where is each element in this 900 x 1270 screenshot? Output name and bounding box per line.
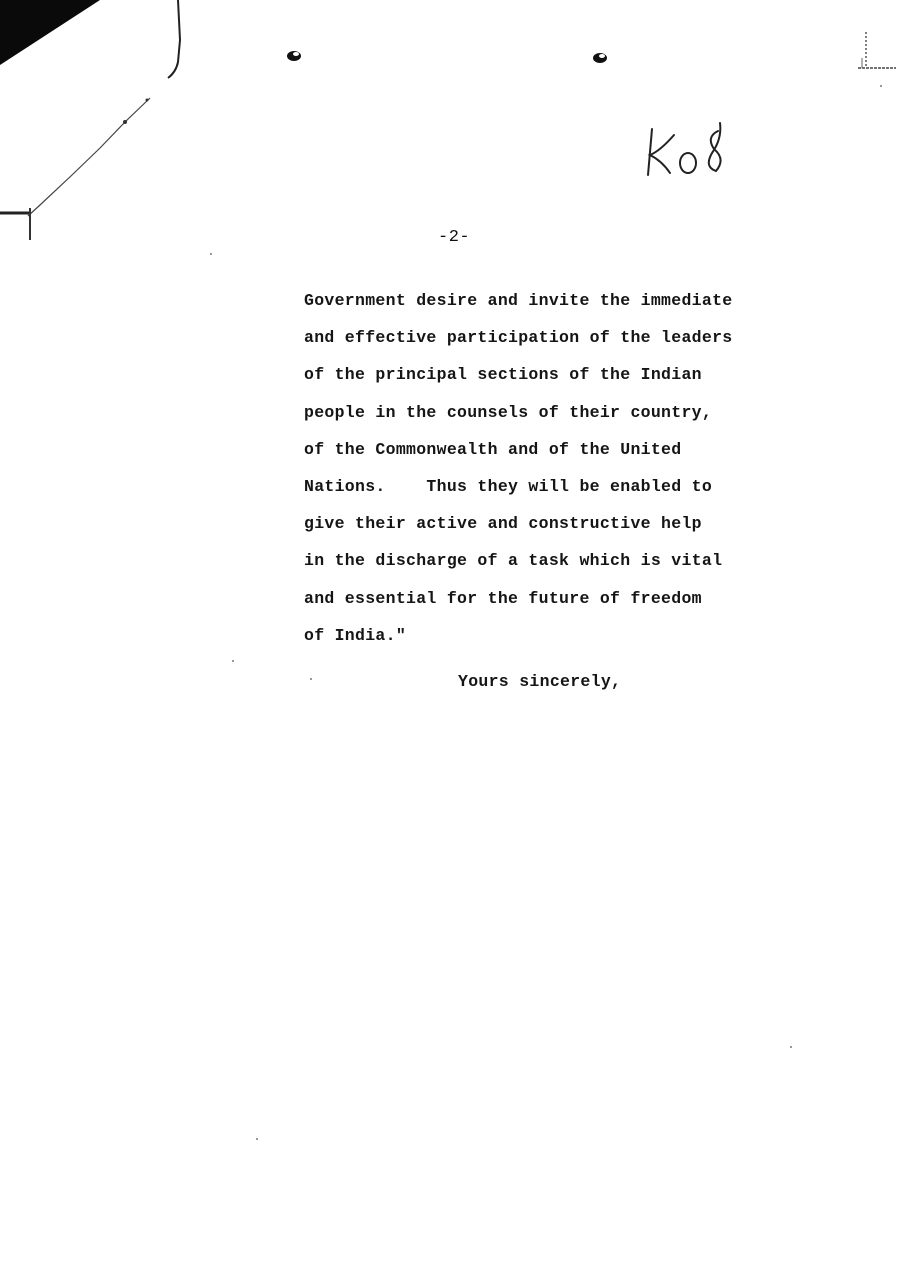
corner-scan-artifact: [852, 28, 900, 88]
letter-line: Nations. Thus they will be enabled to: [304, 476, 713, 496]
page-number: -2-: [438, 228, 471, 247]
handwritten-annotation: [640, 115, 740, 185]
punch-hole-mark-left: [286, 50, 302, 62]
letter-line: and effective participation of the leaders: [304, 328, 733, 348]
letter-line: and essential for the future of freedom: [304, 588, 702, 608]
letter-line: of the Commonwealth and of the United: [304, 439, 682, 459]
scan-speck: [256, 1138, 258, 1140]
letter-line: of India.": [304, 625, 407, 645]
punch-hole-mark-right: [592, 52, 608, 64]
letter-closing: Yours sincerely,: [458, 672, 622, 691]
scan-speck: [790, 1046, 792, 1048]
letter-line: in the discharge of a task which is vital: [304, 551, 723, 571]
scan-speck: [310, 678, 312, 680]
letter-body: [304, 282, 804, 654]
letter-line: of the principal sections of the Indian: [304, 365, 702, 385]
letter-line: Government desire and invite the immediate: [304, 291, 733, 310]
letter-line: people in the counsels of their country,: [304, 402, 713, 422]
scan-speck: [232, 660, 234, 662]
letter-line: give their active and constructive help: [304, 514, 702, 534]
scan-speck: [210, 253, 212, 255]
folded-corner-mark: [0, 0, 200, 250]
scan-speck: [880, 85, 882, 87]
